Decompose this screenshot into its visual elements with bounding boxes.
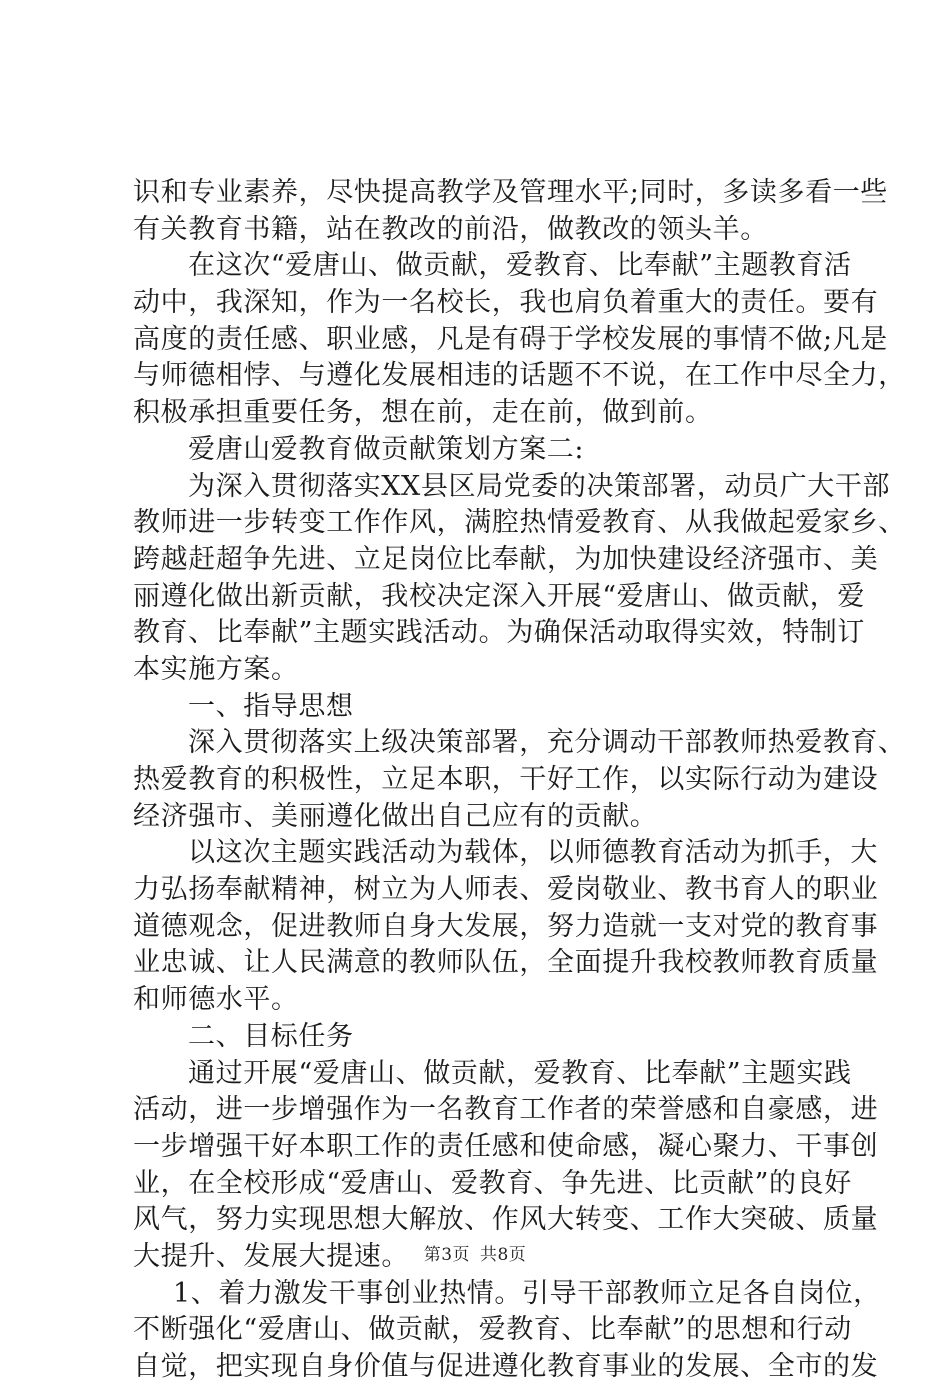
text-line: 以这次主题实践活动为载体，以师德教育活动为抓手，大 [188,837,878,869]
document-body [133,175,906,1386]
text-line: 道德观念，促进教师自身大发展，努力造就一支对党的教育事 [133,910,879,942]
text-line: 业忠诚、让人民满意的教师队伍，全面提升我校教师教育质量 [133,947,879,979]
page-total: 共8页 [479,1245,527,1265]
text-line: 为深入贯彻落实XX县区局党委的决策部署，动员广大干部 [188,470,891,502]
text-line: 动中，我深知，作为一名校长，我也肩负着重大的责任。要有 [133,287,879,319]
text-line: 1、着力激发干事创业热情。引导干部教师立足各自岗位， [173,1277,881,1309]
text-line: 和师德水平。 [133,984,299,1016]
text-line: 教育、比奉献”主题实践活动。为确保活动取得实效，特制订 [133,617,866,649]
text-line: 丽遵化做出新贡献，我校决定深入开展“爱唐山、做贡献，爱 [133,580,866,612]
text-line: 跨越赶超争先进、立足岗位比奉献，为加快建设经济强市、美 [133,543,879,575]
text-line: 本实施方案。 [133,653,299,685]
text-line: 深入贯彻落实上级决策部署，充分调动干部教师热爱教育、 [188,727,906,759]
text-line: 教师进一步转变工作作风，满腔热情爱教育、从我做起爱家乡、 [133,507,906,539]
section-heading: 爱唐山爱教育做贡献策划方案二: [188,433,585,465]
text-line: 高度的责任感、职业感，凡是有碍于学校发展的事情不做;凡是 [133,323,888,355]
text-line: 通过开展“爱唐山、做贡献，爱教育、比奉献”主题实践 [188,1057,852,1089]
text-line: 一步增强干好本职工作的责任感和使命感，凝心聚力、干事创 [133,1130,879,1162]
page-footer [0,1240,950,1265]
text-line: 业，在全校形成“爱唐山、爱教育、争先进、比贡献”的良好 [133,1167,852,1199]
text-line: 识和专业素养，尽快提高教学及管理水平;同时，多读多看一些 [133,177,888,208]
text-line: 积极承担重要任务，想在前，走在前，做到前。 [133,397,713,429]
text-line: 在这次“爱唐山、做贡献，爱教育、比奉献”主题教育活 [188,250,852,282]
text-line: 热爱教育的积极性，立足本职，干好工作，以实际行动为建设 [133,764,879,795]
section-heading: 一、指导思想 [188,690,354,722]
text-line: 力弘扬奉献精神，树立为人师表、爱岗敬业、教书育人的职业 [133,874,879,906]
page-number: 第3页 [423,1245,471,1265]
text-line: 经济强市、美丽遵化做出自己应有的贡献。 [133,800,658,832]
section-heading: 二、目标任务 [188,1020,354,1052]
text-line: 不断强化“爱唐山、做贡献，爱教育、比奉献”的思想和行动 [133,1314,852,1346]
text-line: 大提升、发展大提速。 [133,1240,409,1272]
text-line: 自觉，把实现自身价值与促进遵化教育事业的发展、全市的发 [133,1351,879,1382]
text-line: 风气，努力实现思想大解放、作风大转变、工作大突破、质量 [133,1204,879,1236]
text-line: 有关教育书籍，站在教改的前沿，做教改的领头羊。 [133,213,768,245]
text-line: 与师德相悖、与遵化发展相违的话题不不说，在工作中尽全力， [133,360,906,392]
text-line: 活动，进一步增强作为一名教育工作者的荣誉感和自豪感，进 [133,1094,879,1126]
